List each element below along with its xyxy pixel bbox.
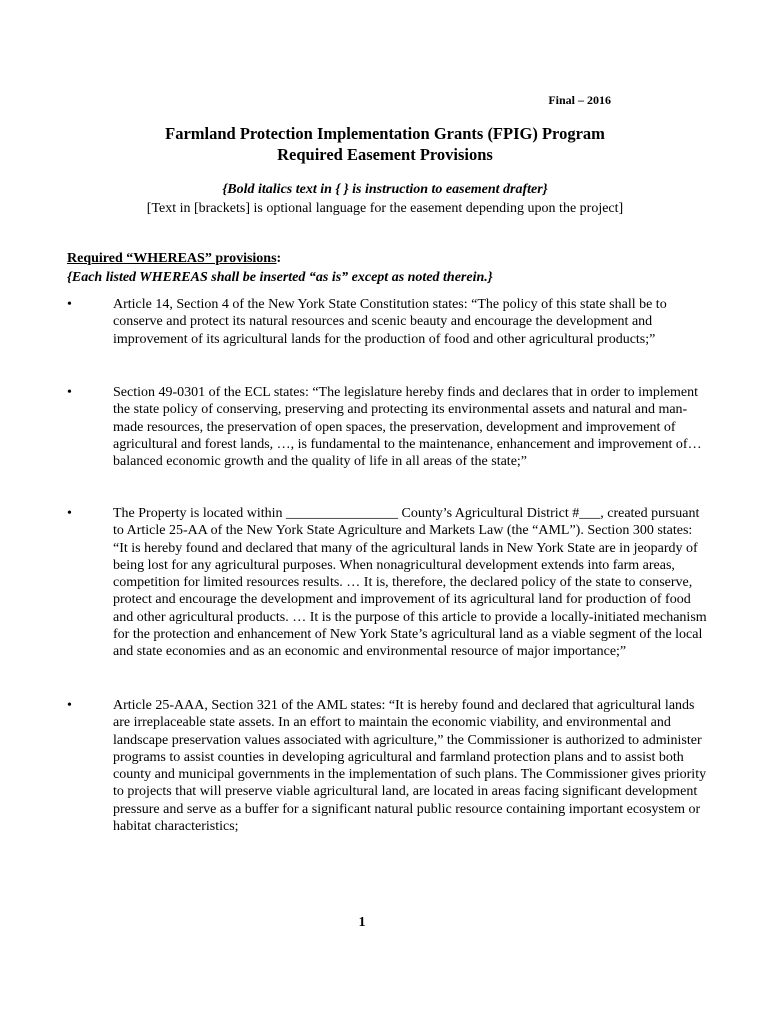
instructions-block xyxy=(0,180,770,218)
document-version: Final – 2016 xyxy=(548,93,611,107)
title-line-2: Required Easement Provisions xyxy=(277,145,493,164)
section-heading-block xyxy=(67,249,707,287)
bullet-icon: • xyxy=(67,698,72,713)
section-note: {Each listed WHEREAS shall be inserted “as is” except as noted therein.} xyxy=(67,270,493,285)
title-line-1: Farmland Protection Implementation Grants (FPIG) Program xyxy=(165,124,605,143)
page-number: 1 xyxy=(358,915,366,930)
document-title xyxy=(0,123,770,165)
section-heading: Required “WHEREAS” provisions xyxy=(67,251,277,266)
instruction-brackets: [Text in [brackets] is optional language for the easement depending upon the project] xyxy=(146,201,624,216)
bullet-icon: • xyxy=(67,297,72,312)
list-item-text: The Property is located within ________________ County’s Agricultural District #___, created pursuant to Article 25-AA of the New York State Agriculture and Markets Law (the “AML”). Section 300 states: “It is hereby found and declared that many of the agricultural lands in New York State are in jeopardy of being lost for any agricultural purposes. When nonagricultural development extends into farm areas, competition for limited resources results. … It is, therefore, the declared policy of the state to conserve, protect and encourage the development and improvement of its agricultural land for production of food and other agricultural products. … It is the purpose of this article to provide a locally-initiated mechanism for the protection and enhancement of New York State’s agricultural land as a viable segment of the local and state economies and as an economic and environmental resource of major importance;” xyxy=(113,506,707,660)
list-item-text: Article 25-AAA, Section 321 of the AML states: “It is hereby found and declared that agricultural lands are irreplaceable state assets. In an effort to maintain the economic viability, and environmental and landscape preservation values associated with agriculture,” the Commissioner is authorized to administer programs to assist counties in developing agricultural and farmland protection plans and to assist both county and municipal governments in the implementation of such plans. The Commissioner gives priority to projects that will preserve viable agricultural land, are located in areas facing significant development pressure and serve as a buffer for a significant natural public resource containing important ecosystem or habitat characteristics; xyxy=(113,698,707,835)
section-heading-colon: : xyxy=(276,251,282,266)
bullet-icon: • xyxy=(67,385,72,400)
list-item-text: Article 14, Section 4 of the New York State Constitution states: “The policy of this state shall be to conserve and protect its natural resources and scenic beauty and encourage the development and improvement of its agricultural lands for the production of food and other agricultural products;” xyxy=(113,297,667,347)
list-item-text: Section 49-0301 of the ECL states: “The legislature hereby finds and declares that in order to implement the state policy of conserving, preserving and protecting its environmental assets and natural and man-made resources, the preservation of open spaces, the preservation, development and improvement of agricultural and forest lands, …, is fundamental to the maintenance, enhancement and improvement of…balanced economic growth and the quality of life in all areas of the state;” xyxy=(113,385,702,470)
bullet-icon: • xyxy=(67,506,72,521)
instruction-bold-italic: {Bold italics text in { } is instruction to easement drafter} xyxy=(222,182,548,197)
